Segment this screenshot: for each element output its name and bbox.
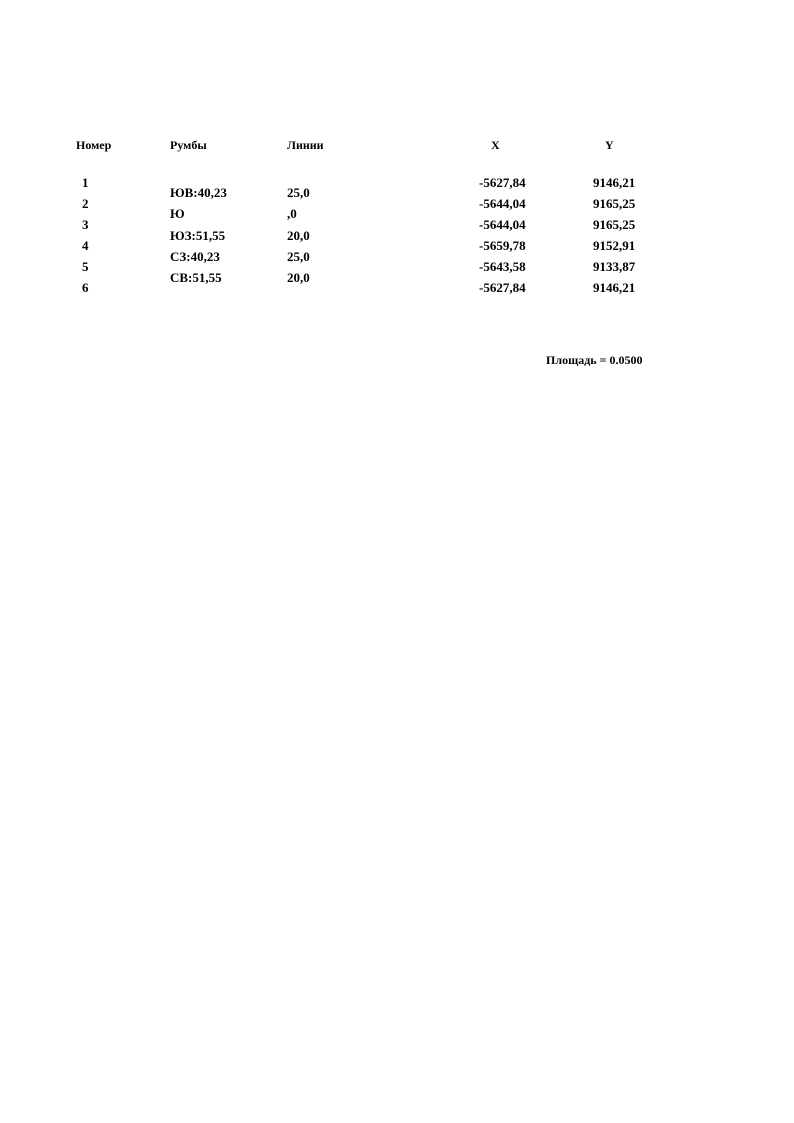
point-x: -5644,04 [479, 217, 526, 232]
segment-length: 20,0 [287, 228, 310, 243]
segment-bearing: ЮВ:40,23 [170, 185, 227, 200]
area-total: Площадь = 0.0500 [546, 353, 643, 367]
point-number: 4 [82, 238, 89, 253]
header-lines: Линии [287, 138, 324, 152]
point-number: 2 [82, 196, 89, 211]
segment-bearing: СВ:51,55 [170, 270, 222, 285]
segment-bearing: СЗ:40,23 [170, 249, 220, 264]
point-number: 3 [82, 217, 89, 232]
point-number: 1 [82, 175, 89, 190]
point-y: 9165,25 [593, 196, 636, 211]
point-y: 9152,91 [593, 238, 636, 253]
segment-length: 25,0 [287, 249, 310, 264]
point-x: -5643,58 [479, 259, 526, 274]
point-x: -5644,04 [479, 196, 526, 211]
point-number: 5 [82, 259, 89, 274]
point-x: -5627,84 [479, 280, 526, 295]
point-x: -5627,84 [479, 175, 526, 190]
point-number: 6 [82, 280, 89, 295]
segment-length: 25,0 [287, 185, 310, 200]
point-y: 9133,87 [593, 259, 636, 274]
point-y: 9146,21 [593, 280, 636, 295]
point-y: 9165,25 [593, 217, 636, 232]
segment-bearing: ЮЗ:51,55 [170, 228, 226, 243]
segment-bearing: Ю [170, 206, 185, 221]
segment-length: ,0 [287, 206, 297, 221]
header-y: Y [605, 138, 614, 152]
header-number: Номер [76, 138, 112, 152]
header-bearings: Румбы [170, 138, 207, 152]
header-x: X [491, 138, 500, 152]
segment-length: 20,0 [287, 270, 310, 285]
point-x: -5659,78 [479, 238, 526, 253]
point-y: 9146,21 [593, 175, 636, 190]
